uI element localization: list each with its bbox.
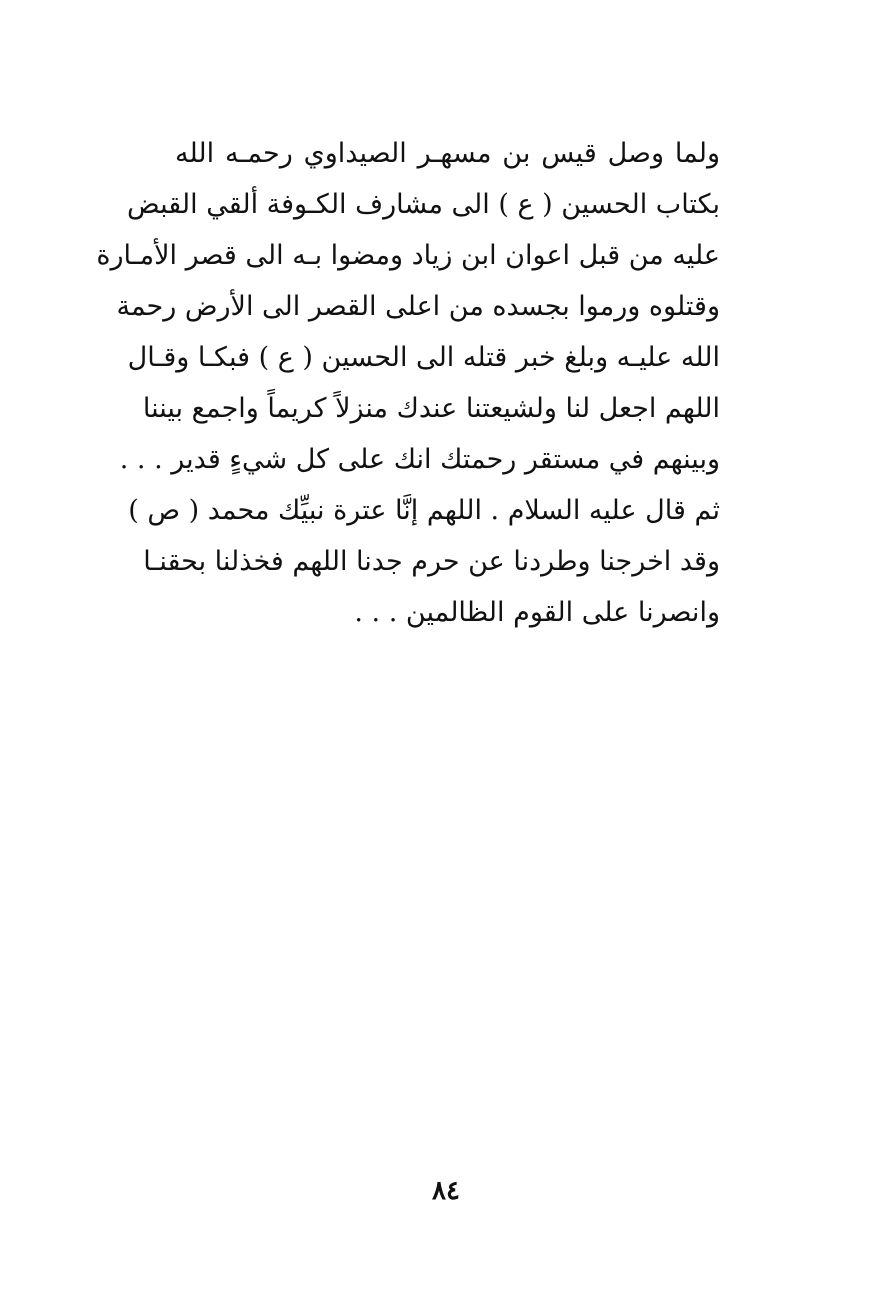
text-line-8: ثم قال عليه السلام . اللهم إنَّا عترة نبيِّك محمد ( ص )	[128, 495, 720, 526]
text-line-10: وانصرنا على القوم الظالمين . . .	[354, 597, 720, 628]
page-number: ٨٤	[432, 1176, 460, 1206]
text-line-3: عليه من قبل اعوان ابن زياد ومضوا بـه الى قصر الأمـارة	[96, 240, 720, 271]
text-line-1: ولما وصل قيس بن مسهـر الصيداوي رحمـه الله	[175, 138, 720, 169]
text-line-5: الله عليـه وبلغ خبر قتله الى الحسين ( ع ) فبكـا وقـال	[127, 342, 720, 373]
text-line-7: وبينهم في مستقر رحمتك انك على كل شيءٍ قدير . . .	[119, 444, 720, 475]
text-line-2: بكتاب الحسين ( ع ) الى مشارف الكـوفة ألقي القبض	[127, 189, 720, 220]
text-line-4: وقتلوه ورموا بجسده من اعلى القصر الى الأرض رحمة	[116, 291, 720, 322]
body-text	[96, 128, 720, 638]
text-line-6: اللهم اجعل لنا ولشيعتنا عندك منزلاً كريماً واجمع بيننا	[142, 393, 720, 424]
text-line-9: وقد اخرجنا وطردنا عن حرم جدنا اللهم فخذلنا بحقنـا	[143, 546, 720, 577]
